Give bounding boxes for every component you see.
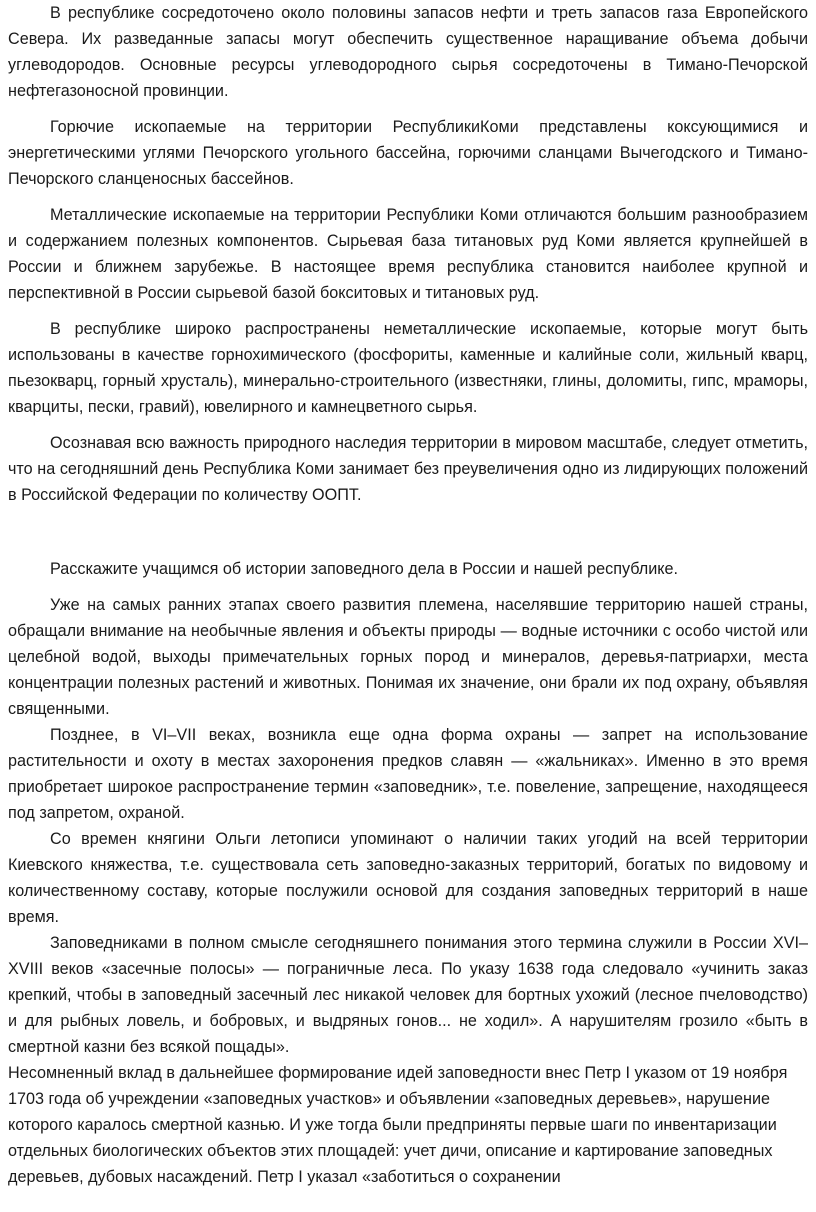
paragraph-nonmetal-minerals: В республике широко распространены неметаллические ископаемые, которые могут быть использованы в качестве горнохимического (фосфориты, каменные и калийные соли, жильный кварц, пьезокварц, горный хрусталь), минерально-строительного (известняки, глины, доломиты, гипс, мраморы, кварциты, пески, гравий), ювелирного и камнецветного сырья. bbox=[8, 320, 808, 416]
paragraph-oil-gas: В республике сосредоточено около половины запасов нефти и треть запасов газа Европейского Севера. Их разведанные запасы могут обеспечить существенное наращивание объема добычи углеводородов. Основные ресурсы углеводородного сырья сосредоточены в Тимано-Печорской нефтегазоносной провинции. bbox=[8, 4, 808, 100]
paragraph-vi-vii-centuries: Позднее, в VI–VII веках, возникла еще одна форма охраны — запрет на использование растительности и охоту в местах захоронения предков славян — «жальниках». Именно в это время приобретает широкое распространение термин «заповедник», т.е. повеление, запрещение, находящееся под запретом, охраной. bbox=[8, 726, 808, 822]
paragraph-task-instruction: Расскажите учащимся об истории заповедного дела в России и нашей республике. bbox=[50, 560, 679, 578]
paragraph-peter-i: Несомненный вклад в дальнейшее формирование идей заповедности внес Петр I указом от 19 ноября 1703 года об учреждении «заповедных участков» и объявлении «заповедных деревьев», нарушение которого каралось смертной казнью. И уже тогда были предприняты первые шаги по инвентаризации отдельных биологических объектов этих площадей: учет дичи, описание и картирование заповедных деревьев, дубовых насаждений. Петр I указал «заботиться о сохранении bbox=[8, 1064, 788, 1186]
paragraph-fuel-minerals: Горючие ископаемые на территории РеспубликиКоми представлены коксующимися и энергетическими углями Печорского угольного бассейна, горючими сланцами Вычегодского и Тимано-Печорского сланценосных бассейнов. bbox=[8, 118, 808, 188]
paragraph-princess-olga: Со времен княгини Ольги летописи упоминают о наличии таких угодий на всей территории Киевского княжества, т.е. существовала сеть заповедно-заказных территорий, богатых по видовому и количественному составу, которые послужили основой для создания заповедных территорий в наше время. bbox=[8, 830, 808, 926]
paragraph-metal-minerals: Металлические ископаемые на территории Республики Коми отличаются большим разнообразием и содержанием полезных компонентов. Сырьевая база титановых руд Коми является крупнейшей в России и ближнем зарубежье. В настоящее время республика становится наиболее крупной и перспективной в России сырьевой базой бокситовых и титановых руд. bbox=[8, 206, 808, 302]
paragraph-zasechnye-polosy: Заповедниками в полном смысле сегодняшнего понимания этого термина служили в России XVI–XVIII веков «засечные полосы» — пограничные леса. По указу 1638 года следовало «учинить заказ крепкий, чтобы в заповедный засечный лес никакой человек для бортных ухожий (лесное пчеловодство) и для рыбных ловель, и бобровых, и выдряных гонов... не ходил». А нарушителям грозило «быть в смертной казни без всякой пощады». bbox=[8, 934, 808, 1056]
paragraph-early-tribes: Уже на самых ранних этапах своего развития племена, населявшие территорию нашей страны, обращали внимание на необычные явления и объекты природы — водные источники с особо чистой или целебной водой, выходы примечательных горных пород и минералов, деревья-патриархи, места концентрации полезных растений и животных. Понимая их значение, они брали их под охрану, объявляя священными. bbox=[8, 596, 808, 718]
paragraph-natural-heritage: Осознавая всю важность природного наследия территории в мировом масштабе, следует отметить, что на сегодняшний день Республика Коми занимает без преувеличения одно из лидирующих положений в Российской Федерации по количеству ООПТ. bbox=[8, 434, 808, 504]
